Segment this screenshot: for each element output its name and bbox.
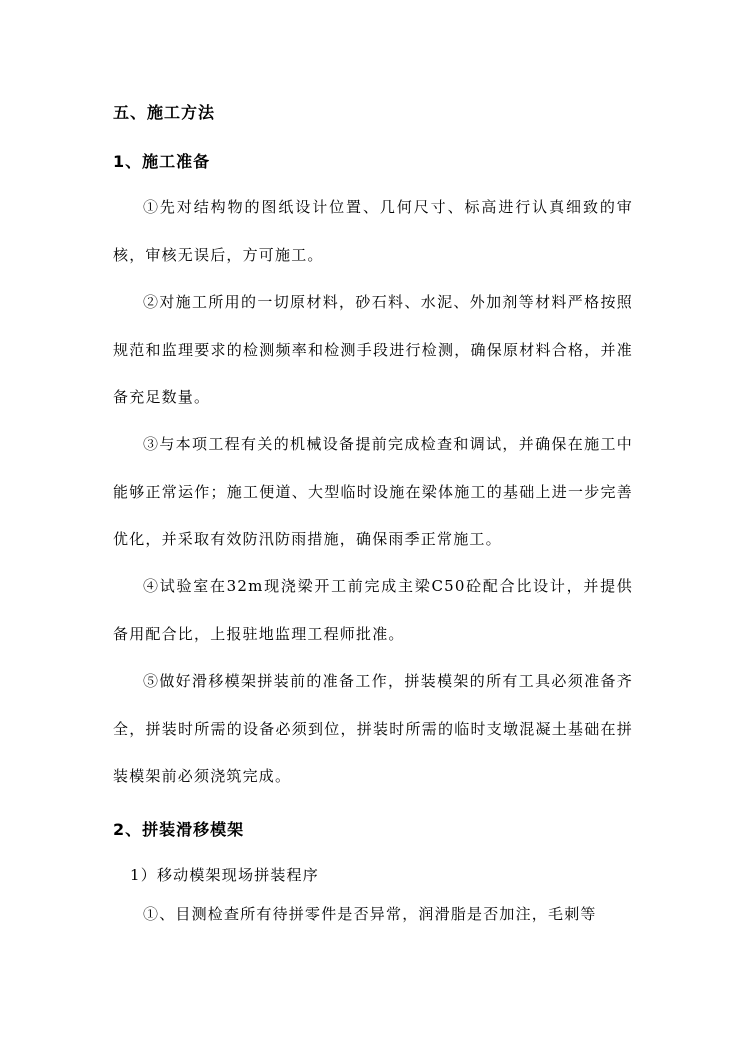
subsection-title-assembly: 2、拼装滑移模架 — [113, 820, 245, 839]
section-title: 五、施工方法 — [113, 103, 216, 122]
paragraph-5: ⑤做好滑移模架拼装前的准备工作，拼装模架的所有工具必须准备齐全，拼装时所需的设备必须到位，拼装时所需的临时支墩混凝土基础在拼装模架前必须浇筑完成。 — [113, 672, 633, 785]
paragraph-2: ②对施工所用的一切原材料，砂石料、水泥、外加剂等材料严格按照规范和监理要求的检测频率和检测手段进行检测，确保原材料合格，并准备充足数量。 — [113, 293, 633, 406]
paragraph-6: ①、目测检查所有待拼零件是否异常，润滑脂是否加注，毛刺等 — [143, 905, 597, 923]
paragraph-4: ④试验室在32m现浇梁开工前完成主梁C50砼配合比设计，并提供备用配合比，上报驻地监理工程师批准。 — [113, 577, 633, 643]
subsection-item-procedure: 1）移动模架现场拼装程序 — [130, 866, 319, 884]
subsection-title-preparation: 1、施工准备 — [113, 152, 211, 171]
paragraph-1: ①先对结构物的图纸设计位置、几何尺寸、标高进行认真细致的审核，审核无误后，方可施工。 — [113, 198, 633, 264]
paragraph-3: ③与本项工程有关的机械设备提前完成检查和调试，并确保在施工中能够正常运作；施工便道、大型临时设施在梁体施工的基础上进一步完善优化，并采取有效防汛防雨措施，确保雨季正常施工。 — [113, 435, 633, 548]
